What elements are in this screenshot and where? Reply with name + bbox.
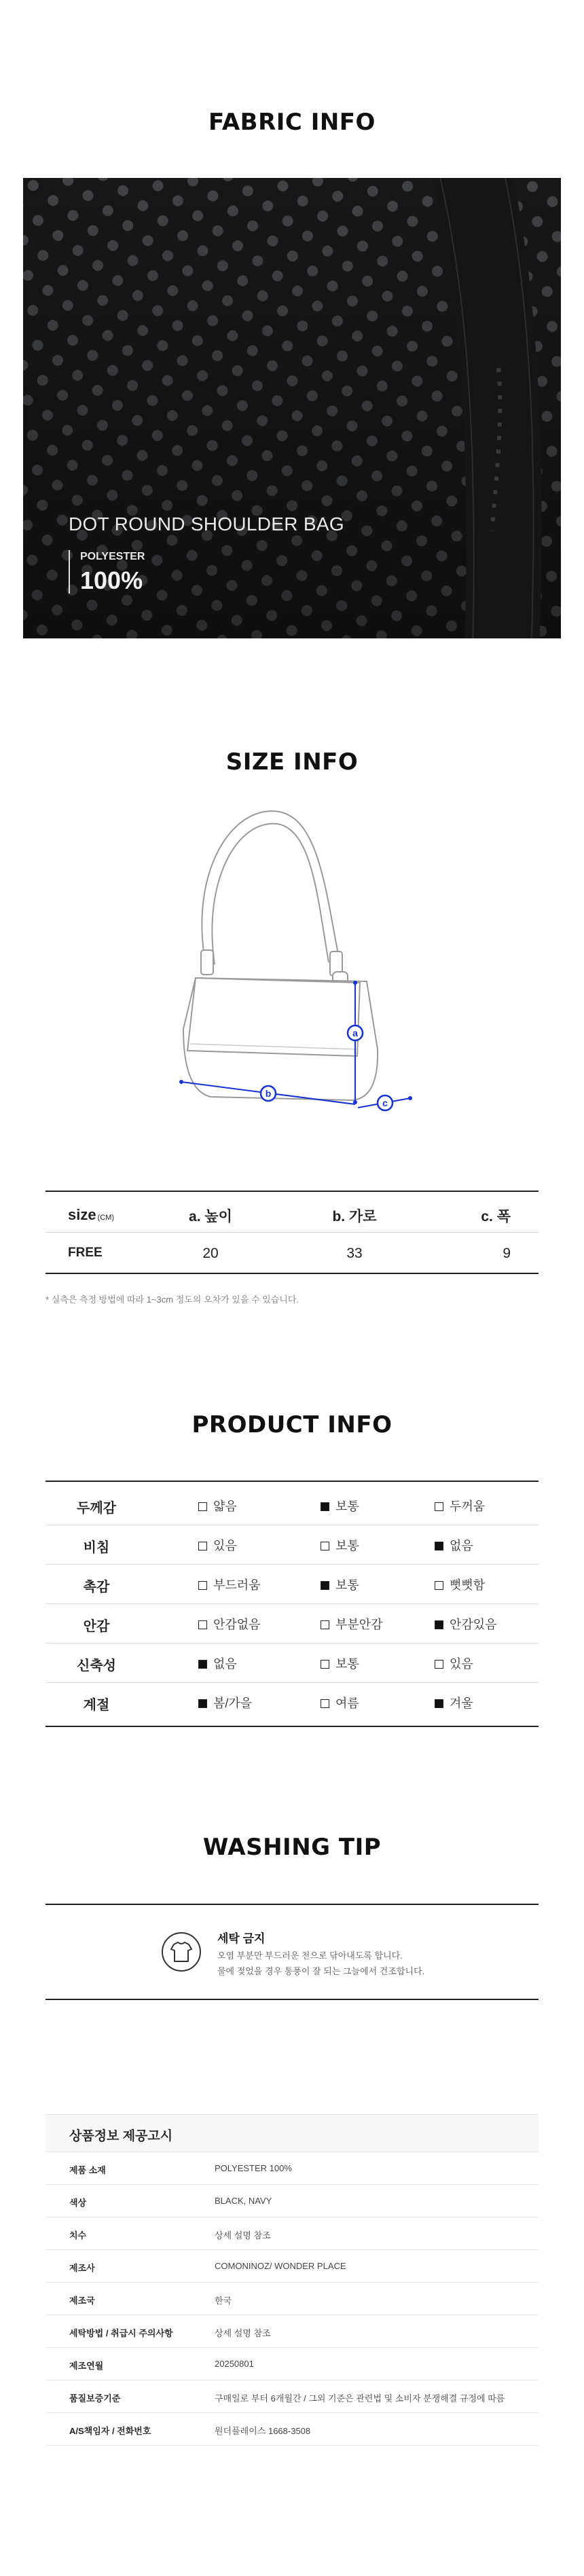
product-option — [198, 1536, 237, 1554]
product-option-label: 여름 — [335, 1697, 359, 1710]
size-value-width: 33 — [346, 1246, 363, 1261]
product-option-label: 봄/가을 — [213, 1697, 253, 1710]
size-note: * 실측은 측정 방법에 따라 1~3cm 정도의 오차가 있을 수 있습니다. — [45, 1294, 299, 1305]
size-table-top-border — [45, 1191, 539, 1192]
notice-row-value: 20250801 — [215, 2359, 254, 2369]
unchecked-box-icon — [435, 1660, 443, 1669]
product-row-divider — [45, 1564, 539, 1565]
notice-row-value: BLACK, NAVY — [215, 2196, 272, 2206]
product-table-bottom-border — [45, 1726, 539, 1727]
product-option — [435, 1576, 485, 1593]
checked-box-icon — [435, 1699, 443, 1708]
product-option — [435, 1497, 485, 1514]
notice-row-key: 색상 — [69, 2198, 87, 2208]
marker-a — [348, 1026, 363, 1040]
product-row-label: 두께감 — [77, 1501, 116, 1516]
notice-row-divider — [45, 2249, 539, 2250]
unchecked-box-icon — [321, 1660, 329, 1669]
size-table-divider — [45, 1232, 539, 1233]
product-option — [321, 1615, 383, 1633]
checked-box-icon — [198, 1660, 207, 1669]
product-option — [321, 1576, 359, 1593]
product-row-label: 안감 — [83, 1619, 110, 1634]
product-option-label: 보통 — [335, 1500, 359, 1513]
washing-bottom-border — [45, 1999, 539, 2000]
notice-row-divider — [45, 2282, 539, 2283]
product-option-label: 보통 — [335, 1657, 359, 1671]
product-option-label: 없음 — [450, 1539, 473, 1553]
product-option — [198, 1576, 261, 1593]
checked-box-icon — [435, 1542, 443, 1550]
washing-heading: 세탁 금지 — [217, 1932, 266, 1945]
product-option — [321, 1497, 359, 1514]
size-col-width: b. 가로 — [332, 1209, 377, 1224]
size-col-depth: c. 폭 — [481, 1209, 511, 1224]
product-option — [435, 1694, 473, 1711]
product-option-label: 부드러움 — [213, 1578, 261, 1592]
unchecked-box-icon — [435, 1502, 443, 1511]
product-option-label: 안감있음 — [450, 1618, 497, 1631]
product-option — [435, 1536, 473, 1554]
svg-text:a: a — [352, 1028, 358, 1038]
notice-row-key: A/S책임자 / 전화번호 — [69, 2426, 151, 2436]
product-option-label: 부분안감 — [335, 1618, 383, 1631]
product-row-label: 신축성 — [77, 1658, 116, 1673]
notice-bottom-line — [45, 2445, 539, 2446]
product-option — [198, 1694, 252, 1711]
product-option-label: 있음 — [450, 1657, 473, 1671]
product-row-label: 계절 — [83, 1698, 110, 1713]
fabric-photo — [23, 178, 561, 638]
svg-text:b: b — [265, 1088, 272, 1099]
product-option-label: 얇음 — [213, 1500, 237, 1513]
notice-row-divider — [45, 2184, 539, 2185]
unchecked-box-icon — [198, 1620, 207, 1629]
product-option — [198, 1654, 237, 1672]
product-row-divider — [45, 1603, 539, 1604]
product-option — [435, 1615, 497, 1633]
product-option-label: 보통 — [335, 1539, 359, 1553]
washing-line-2: 물에 젖었을 경우 통풍이 잘 되는 그늘에서 건조합니다. — [217, 1966, 425, 1976]
notice-row-key: 제조국 — [69, 2296, 95, 2306]
unchecked-box-icon — [321, 1699, 329, 1708]
product-option-label: 뻣뻣함 — [450, 1578, 486, 1592]
notice-row-key: 세탁방법 / 취급시 주의사항 — [69, 2328, 173, 2338]
fabric-material: POLYESTER — [80, 551, 145, 562]
unchecked-box-icon — [198, 1542, 207, 1550]
notice-row-value: 구매일로 부터 6개월간 / 그외 기준은 관련법 및 소비자 분쟁해결 규정에 따름 — [215, 2393, 505, 2403]
size-table-bottom-border — [45, 1273, 539, 1274]
svg-text:c: c — [382, 1097, 388, 1108]
product-option — [435, 1654, 473, 1672]
size-info-title: SIZE INFO — [225, 748, 359, 776]
notice-row-key: 제조연월 — [69, 2361, 104, 2371]
product-option-label: 두꺼움 — [450, 1500, 486, 1513]
product-option — [198, 1497, 237, 1514]
washing-line-1: 오염 부분만 부드러운 천으로 닦아내도록 합니다. — [217, 1951, 403, 1961]
product-row-label: 촉감 — [83, 1580, 110, 1595]
notice-row-value: 상세 설명 참조 — [215, 2230, 271, 2241]
washing-top-border — [45, 1904, 539, 1905]
checked-box-icon — [321, 1502, 329, 1511]
product-info-title: PRODUCT INFO — [191, 1411, 393, 1438]
notice-row-value: 상세 설명 참조 — [215, 2328, 271, 2338]
notice-row-value: 원더플레이스 1668-3508 — [215, 2426, 311, 2436]
product-option-label: 있음 — [213, 1539, 237, 1553]
notice-row-key: 제품 소재 — [69, 2165, 106, 2175]
notice-row-value: POLYESTER 100% — [215, 2163, 292, 2173]
product-row-divider — [45, 1682, 539, 1683]
size-col-height: a. 높이 — [189, 1209, 232, 1224]
marker-b — [261, 1086, 276, 1101]
product-option-label: 보통 — [335, 1578, 359, 1592]
product-option-label: 겨울 — [450, 1697, 473, 1710]
unchecked-box-icon — [198, 1502, 207, 1511]
product-option — [198, 1615, 261, 1633]
notice-row-value: 한국 — [215, 2296, 232, 2306]
bag-size-diagram — [163, 805, 435, 1144]
fabric-divider — [69, 550, 70, 594]
product-option — [321, 1536, 359, 1554]
product-row-label: 비침 — [83, 1540, 110, 1555]
product-table-top-border — [45, 1481, 539, 1482]
checked-box-icon — [321, 1581, 329, 1590]
notice-title: 상품정보 제공고시 — [69, 2129, 173, 2143]
fabric-percent: 100% — [80, 566, 143, 594]
unchecked-box-icon — [321, 1620, 329, 1629]
size-row-label: FREE — [68, 1246, 103, 1260]
product-option-label: 없음 — [213, 1657, 237, 1671]
notice-row-key: 제조사 — [69, 2263, 95, 2273]
unchecked-box-icon — [321, 1542, 329, 1550]
notice-row-key: 품질보증기준 — [69, 2393, 121, 2403]
notice-row-divider — [45, 2347, 539, 2348]
product-option — [321, 1654, 359, 1672]
notice-row-key: 치수 — [69, 2230, 87, 2241]
washing-tip-title: WASHING TIP — [202, 1834, 382, 1861]
product-option — [321, 1694, 359, 1711]
size-value-height: 20 — [202, 1246, 219, 1261]
notice-row-divider — [45, 2412, 539, 2413]
unchecked-box-icon — [198, 1581, 207, 1590]
unchecked-box-icon — [435, 1581, 443, 1590]
marker-c — [378, 1095, 393, 1110]
checked-box-icon — [435, 1620, 443, 1629]
no-wash-shirt-icon — [160, 1931, 202, 1973]
product-option-label: 안감없음 — [213, 1618, 261, 1631]
checked-box-icon — [198, 1699, 207, 1708]
product-row-divider — [45, 1643, 539, 1644]
fabric-info-title: FABRIC INFO — [208, 109, 376, 136]
notice-row-value: COMONINOZ/ WONDER PLACE — [215, 2261, 346, 2271]
fabric-product-name: DOT ROUND SHOULDER BAG — [69, 513, 344, 534]
size-value-depth: 9 — [503, 1246, 511, 1261]
size-header-label: size (CM) — [68, 1206, 115, 1223]
